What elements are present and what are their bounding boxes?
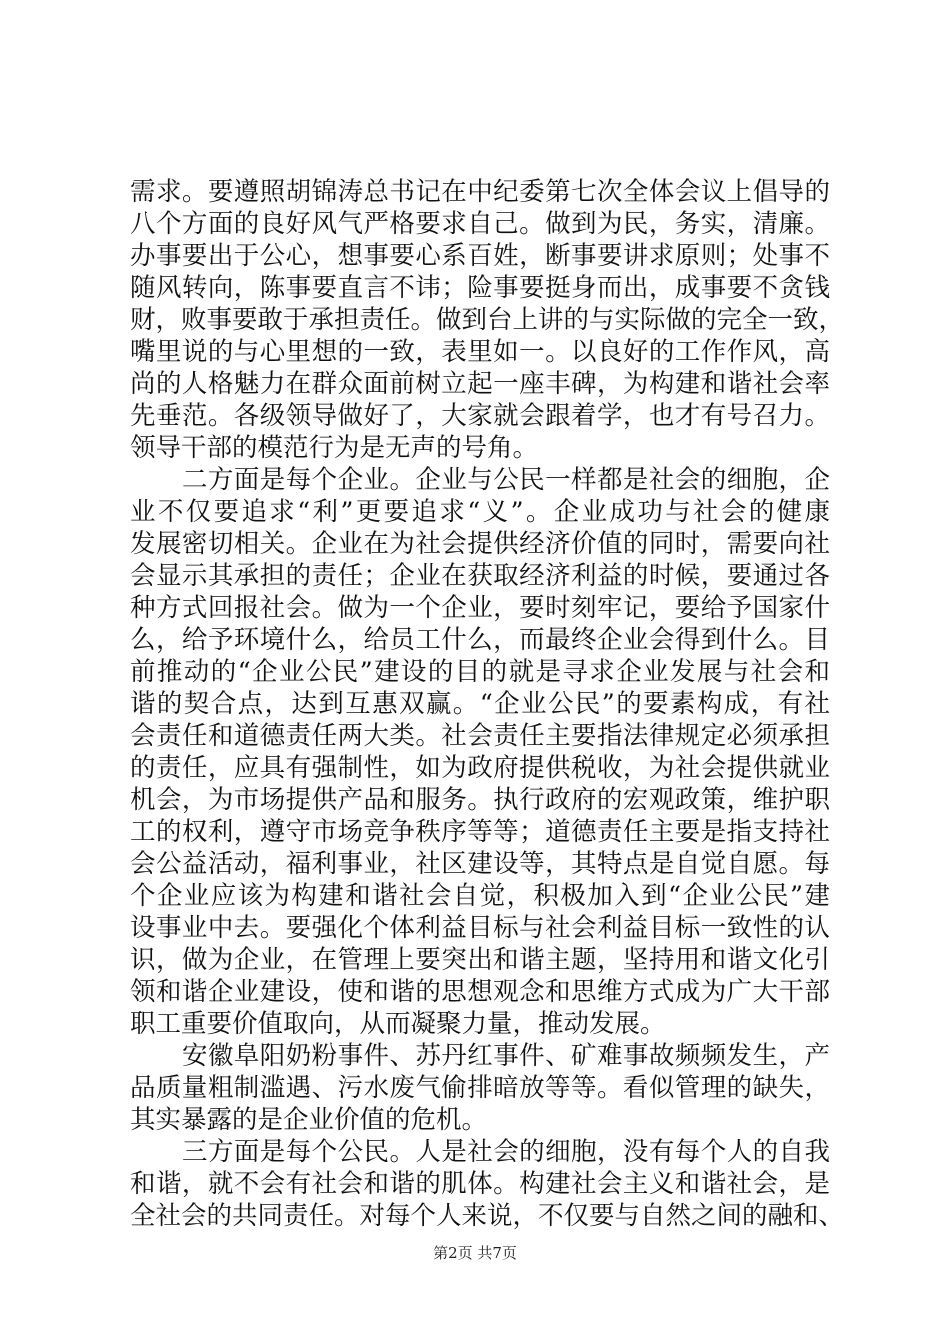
text-line: 谐的契合点，达到互惠双赢。“企业公民”的要素构成，有社 — [130, 689, 830, 719]
text-line: 会公益活动，福利事业，社区建设等，其特点是自觉自愿。每 — [130, 849, 830, 879]
text-line: 先垂范。各级领导做好了，大家就会跟着学，也才有号召力。 — [130, 401, 830, 431]
page-number-label: 第2页 共7页 — [433, 1244, 517, 1262]
page-footer — [0, 1243, 950, 1263]
paragraph-start-line: 三方面是每个公民。人是社会的细胞，没有每个人的自我 — [182, 1137, 830, 1167]
text-line: 业不仅要追求“利”更要追求“义”。企业成功与社会的健康 — [130, 497, 830, 527]
text-line: 么，给予环境什么，给员工什么，而最终企业会得到什么。目 — [130, 625, 830, 655]
text-line: 机会，为市场提供产品和服务。执行政府的宏观政策，维护职 — [130, 785, 830, 815]
text-line: 嘴里说的与心里想的一致，表里如一。以良好的工作作风，高 — [130, 337, 830, 367]
text-line: 个企业应该为构建和谐社会自觉，积极加入到“企业公民”建 — [130, 881, 830, 911]
text-line: 品质量粗制滥遇、污水废气偷排暗放等等。看似管理的缺失， — [130, 1073, 830, 1103]
text-line: 办事要出于公心，想事要心系百姓，断事要讲求原则；处事不 — [130, 241, 830, 271]
text-line: 种方式回报社会。做为一个企业，要时刻牢记，要给予国家什 — [130, 593, 830, 623]
paragraph-start-line: 二方面是每个企业。企业与公民一样都是社会的细胞，企 — [182, 465, 830, 495]
text-line: 会显示其承担的责任；企业在获取经济利益的时候，要通过各 — [130, 561, 830, 591]
text-line: 识，做为企业，在管理上要突出和谐主题，坚持用和谐文化引 — [130, 945, 830, 975]
text-line: 前推动的“企业公民”建设的目的就是寻求企业发展与社会和 — [130, 657, 830, 687]
text-line: 和谐，就不会有社会和谐的肌体。构建社会主义和谐社会，是 — [130, 1169, 830, 1199]
text-line: 工的权利，遵守市场竞争秩序等等；道德责任主要是指支持社 — [130, 817, 830, 847]
text-line: 全社会的共同责任。对每个人来说，不仅要与自然之间的融和、 — [130, 1201, 845, 1231]
text-line: 发展密切相关。企业在为社会提供经济价值的同时，需要向社 — [130, 529, 830, 559]
text-line: 领导干部的模范行为是无声的号角。 — [130, 433, 539, 463]
paragraph-start-line: 安徽阜阳奶粉事件、苏丹红事件、矿难事故频频发生，产 — [182, 1041, 830, 1071]
text-line: 会责任和道德责任两大类。社会责任主要指法律规定必须承担 — [130, 721, 830, 751]
document-body — [130, 176, 845, 1232]
text-line: 职工重要价值取向，从而凝聚力量，推动发展。 — [130, 1009, 666, 1039]
text-line: 设事业中去。要强化个体利益目标与社会利益目标一致性的认 — [130, 913, 830, 943]
text-line: 八个方面的良好风气严格要求自己。做到为民，务实，清廉。 — [130, 209, 830, 239]
text-line: 财，败事要敢于承担责任。做到台上讲的与实际做的完全一致， — [130, 305, 845, 335]
text-line: 领和谐企业建设，使和谐的思想观念和思维方式成为广大干部 — [130, 977, 830, 1007]
text-line: 随风转向，陈事要直言不讳；险事要挺身而出，成事要不贪钱 — [130, 273, 830, 303]
text-line: 的责任，应具有强制性，如为政府提供税收，为社会提供就业 — [130, 753, 830, 783]
text-line: 其实暴露的是企业价值的危机。 — [130, 1105, 488, 1135]
text-line: 需求。要遵照胡锦涛总书记在中纪委第七次全体会议上倡导的 — [130, 177, 830, 207]
text-line: 尚的人格魅力在群众面前树立起一座丰碑，为构建和谐社会率 — [130, 369, 830, 399]
